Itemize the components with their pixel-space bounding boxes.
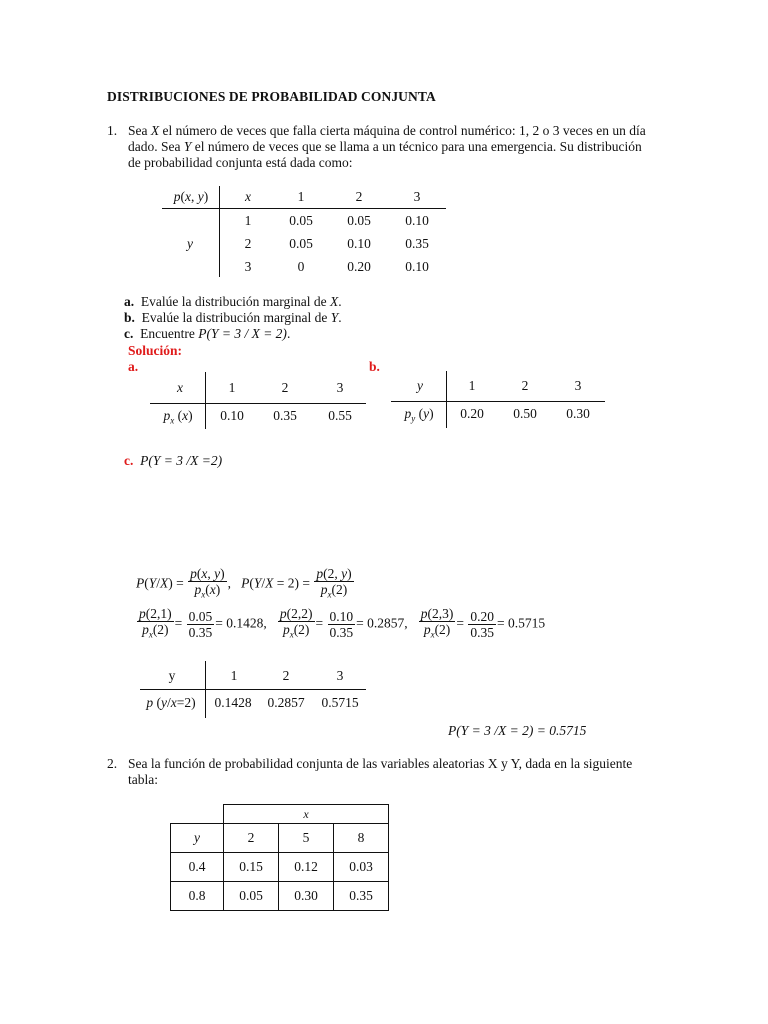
table-cell: 0.15 — [224, 853, 279, 882]
problem-2-statement — [128, 756, 661, 788]
page-title: DISTRIBUCIONES DE PROBABILIDAD CONJUNTA — [107, 89, 436, 104]
table-cell: 0.50 — [513, 406, 537, 421]
marginal-x-row-label: $p_x$ (x) — [163, 408, 193, 426]
y-axis-label: y — [417, 378, 423, 393]
table-divider — [150, 403, 366, 404]
table-cell: 0.05 — [289, 236, 313, 251]
part-c-statement: c. P(Y = 3 /X =2) — [124, 453, 223, 468]
conditional-row-label: p (y/x=2) — [146, 695, 196, 710]
statement-line-1: Sea X el número de veces que falla cierta máquina de control numérico: 1, 2 o 3 veces en un día — [128, 123, 646, 138]
fraction: $\frac{p(2,3)}{p_x(2)}$ — [420, 606, 454, 640]
marginal-y-row-label: $p_y$ (y) — [404, 406, 434, 424]
table-cell: 0.5715 — [321, 695, 359, 710]
part-c-label: c. — [124, 453, 134, 468]
table-cell: 0.05 — [347, 213, 371, 228]
x-value: 2 — [355, 189, 363, 204]
table-divider — [140, 689, 366, 690]
table-divider — [205, 372, 206, 429]
table-divider — [391, 401, 605, 402]
fraction: $\frac{0.20}{0.35}$ — [470, 608, 494, 640]
x-value: 1 — [297, 189, 305, 204]
table-divider — [446, 371, 447, 428]
y-axis-label: y — [187, 236, 193, 251]
y-value: 3 — [574, 378, 582, 393]
fraction: $\frac{p(2,2)}{p_x(2)}$ — [279, 606, 313, 640]
table-cell: 0.35 — [405, 236, 429, 251]
y-value: 3 — [336, 668, 344, 683]
table-cell: 0.20 — [460, 406, 484, 421]
statement-line-1: Sea la función de probabilidad conjunta de las variables aleatorias X y Y, dada en la siguiente — [128, 756, 633, 771]
problem-1-number: 1. — [107, 123, 118, 138]
table-cell: 0.55 — [328, 408, 352, 423]
x-value: 1 — [228, 380, 236, 395]
x-value: 5 — [279, 824, 334, 853]
table-cell: 0.30 — [279, 882, 334, 911]
fraction: $\frac{p(x, y)}{p_x(x)}$ — [190, 566, 225, 600]
part-b-label: b. — [369, 359, 380, 374]
table-row — [171, 882, 389, 911]
questions-list — [124, 294, 342, 342]
table-cell: 0.10 — [220, 408, 244, 423]
table-divider — [205, 661, 206, 718]
statement-line-2: tabla: — [128, 772, 158, 787]
y-axis-label: y — [168, 668, 176, 683]
table-cell: 0.12 — [279, 853, 334, 882]
question-b: b. Evalúe la distribución marginal de Y. — [124, 310, 342, 325]
fraction: $\frac{p(2,1)}{p_x(2)}$ — [139, 606, 172, 640]
y-value: 2 — [244, 236, 252, 251]
question-c: c. Encuentre P(Y = 3 / X = 2). — [124, 326, 291, 341]
table-cell: 0.05 — [224, 882, 279, 911]
y-value: 2 — [282, 668, 290, 683]
fraction: $\frac{0.10}{0.35}$ — [329, 608, 354, 640]
y-value: 0.8 — [171, 882, 224, 911]
y-value: 1 — [468, 378, 476, 393]
conditional-calculations: $\frac{p(2,1)}{p_x(2)}$ = $\frac{0.05}{0.35}$ = 0.1428, $\frac{p(2,2)}{p_x(2)}$ = $\frac{0.10}{0.35}$ = 0.2857, $\frac{p(2,3)}{p_x(2)}$ = $\frac{0.20}{0.35}$ = 0.5715 — [136, 606, 545, 643]
table-cell: 0 — [297, 259, 305, 274]
problem-2-number: 2. — [107, 756, 118, 771]
table-row — [171, 853, 389, 882]
y-value: 2 — [521, 378, 529, 393]
x-axis-label: x — [177, 380, 183, 395]
final-answer: P(Y = 3 /X = 2) = 0.5715 — [448, 723, 587, 738]
solution-label: Solución: — [128, 343, 183, 358]
table-cell: 0.05 — [289, 213, 313, 228]
y-value: 3 — [244, 259, 252, 274]
table-cell: 0.20 — [347, 259, 371, 274]
table-cell: 0.2857 — [267, 695, 305, 710]
x-axis-label: x — [224, 805, 389, 824]
x-value: 2 — [281, 380, 289, 395]
x-value: 3 — [413, 189, 421, 204]
x-value: 8 — [334, 824, 389, 853]
fraction: $\frac{p(2, y)}{p_x(2)}$ — [316, 566, 352, 600]
part-a-label: a. — [128, 359, 139, 374]
x-axis-label: x — [245, 189, 251, 204]
problem-1-statement — [128, 123, 668, 171]
empty-header — [171, 805, 224, 824]
table-divider — [219, 186, 220, 277]
y-value: 1 — [244, 213, 252, 228]
y-value: 1 — [230, 668, 238, 683]
y-value: 0.4 — [171, 853, 224, 882]
table-divider — [162, 208, 446, 209]
table-cell: 0.03 — [334, 853, 389, 882]
table-cell: 0.35 — [334, 882, 389, 911]
statement-line-2: dado. Sea Y el número de veces que se llama a un técnico para una emergencia. Su distribución — [128, 139, 642, 154]
table-cell: 0.10 — [405, 213, 429, 228]
fraction: $\frac{0.05}{0.35}$ — [188, 608, 213, 640]
table-cell: 0.30 — [566, 406, 590, 421]
x-value: 3 — [336, 380, 344, 395]
table-corner-label: p(x, y) — [173, 189, 209, 204]
joint-table-problem-2 — [170, 804, 389, 911]
y-axis-label: y — [171, 824, 224, 853]
x-value: 2 — [224, 824, 279, 853]
statement-line-3: de probabilidad conjunta está dada como: — [128, 155, 353, 170]
table-cell: 0.35 — [273, 408, 297, 423]
conditional-formula: P(Y/X) = $\frac{p(x, y)}{p_x(x)}$ , P(Y/X = 2) = $\frac{p(2, y)}{p_x(2)}$ — [136, 566, 355, 603]
table-cell: 0.10 — [405, 259, 429, 274]
question-a: a. Evalúe la distribución marginal de X. — [124, 294, 342, 309]
table-cell: 0.1428 — [214, 695, 252, 710]
table-cell: 0.10 — [347, 236, 371, 251]
